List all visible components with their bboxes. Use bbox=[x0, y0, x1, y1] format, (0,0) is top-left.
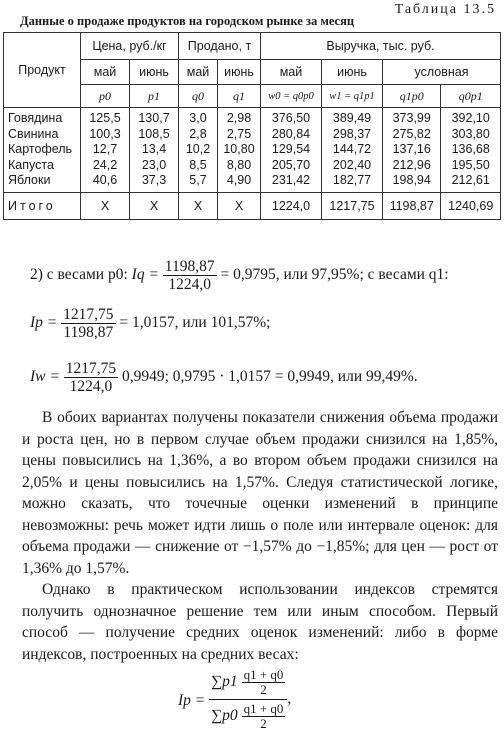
cell-q1p0: 137,16 bbox=[383, 142, 441, 158]
cell-q1: 4,90 bbox=[218, 173, 261, 192]
product-name: Говядина bbox=[4, 108, 81, 127]
product-name: Картофель bbox=[4, 142, 81, 158]
cell-w0: 376,50 bbox=[261, 108, 322, 127]
price-june-header: июнь bbox=[130, 60, 179, 85]
product-name: Капуста bbox=[4, 158, 81, 174]
total-q0p1: 1240,69 bbox=[441, 192, 501, 219]
sym-q1p0: q1p0 bbox=[383, 85, 441, 108]
formula-iw-denominator: 1224,0 bbox=[64, 377, 118, 395]
product-name: Яблоки bbox=[4, 173, 81, 192]
formula-iq-prefix: 2) с весами p0: bbox=[30, 266, 132, 284]
cell-w0: 129,54 bbox=[261, 142, 322, 158]
table-body bbox=[4, 108, 501, 193]
table-row bbox=[4, 142, 501, 158]
table-row bbox=[4, 173, 501, 192]
cell-p0: 12,7 bbox=[81, 142, 130, 158]
product-name: Свинина bbox=[4, 127, 81, 143]
cell-q1p0: 373,99 bbox=[383, 108, 441, 127]
group-sold-header: Продано, т bbox=[179, 33, 261, 60]
cell-p1: 108,5 bbox=[130, 127, 179, 143]
paragraph-2: Однако в практическом использовании индексов стремятся получить однозначное решение тем или иным способом. Первый способ — получение средних оценок изменений: либо в форме индексов, построенных на средних весах: bbox=[22, 581, 498, 663]
total-q1: X bbox=[218, 192, 261, 219]
cell-q0p1: 392,10 bbox=[441, 108, 501, 127]
table-row bbox=[4, 127, 501, 143]
total-w0: 1224,0 bbox=[261, 192, 322, 219]
formula-ip bbox=[30, 306, 270, 341]
final-den-inner-bottom: 2 bbox=[242, 716, 286, 731]
table-label: Таблица 13.5 bbox=[394, 2, 496, 17]
formula-iq-numerator: 1198,87 bbox=[164, 258, 215, 275]
sym-p0: p0 bbox=[81, 85, 130, 108]
cell-q1: 2,98 bbox=[218, 108, 261, 127]
cell-w1: 298,37 bbox=[322, 127, 383, 143]
formula-iq-lhs: Iq = bbox=[131, 266, 159, 284]
cell-q0p1: 212,61 bbox=[441, 173, 501, 192]
cell-q0: 5,7 bbox=[179, 173, 218, 192]
formula-ip-mean-weights bbox=[178, 668, 291, 731]
cell-w0: 231,42 bbox=[261, 173, 322, 192]
final-num-inner-bottom: 2 bbox=[242, 682, 286, 697]
cell-p1: 130,7 bbox=[130, 108, 179, 127]
total-label: Итого bbox=[4, 192, 81, 219]
cell-q0: 3,0 bbox=[179, 108, 218, 127]
formula-ip-fraction bbox=[61, 306, 115, 341]
sym-w1: w1 = q1p1 bbox=[322, 85, 383, 108]
total-p0: X bbox=[81, 192, 130, 219]
formula-iq-fraction bbox=[163, 258, 217, 293]
cell-q1p0: 212,96 bbox=[383, 158, 441, 174]
final-num-inner-fraction bbox=[242, 668, 286, 697]
cell-p1: 37,3 bbox=[130, 173, 179, 192]
final-formula-fraction bbox=[209, 668, 287, 731]
cell-p1: 13,4 bbox=[130, 142, 179, 158]
table-title: Данные о продаже продуктов на городском рынке за месяц bbox=[20, 14, 355, 28]
cell-p0: 40,6 bbox=[81, 173, 130, 192]
sym-q0p1: q0p1 bbox=[441, 85, 501, 108]
price-may-header: май bbox=[81, 60, 130, 85]
total-p1: X bbox=[130, 192, 179, 219]
formula-iw-fraction bbox=[64, 360, 118, 395]
table-total-row bbox=[4, 192, 501, 219]
sym-q1: q1 bbox=[218, 85, 261, 108]
group-revenue-header: Выручка, тыс. руб. bbox=[261, 33, 501, 60]
cell-q1: 8,80 bbox=[218, 158, 261, 174]
cell-q1: 10,80 bbox=[218, 142, 261, 158]
cell-q1p0: 275,82 bbox=[383, 127, 441, 143]
cell-w1: 182,77 bbox=[322, 173, 383, 192]
cell-q0: 10,2 bbox=[179, 142, 218, 158]
group-price-header: Цена, руб./кг bbox=[81, 33, 179, 60]
sym-p1: p1 bbox=[130, 85, 179, 108]
cell-w1: 144,72 bbox=[322, 142, 383, 158]
cell-q0p1: 303,80 bbox=[441, 127, 501, 143]
final-den-inner-top: q1 + q0 bbox=[243, 701, 284, 716]
cell-p0: 100,3 bbox=[81, 127, 130, 143]
total-q1p0: 1198,87 bbox=[383, 192, 441, 219]
col-product-header: Продукт bbox=[4, 33, 81, 108]
cell-q0p1: 136,68 bbox=[441, 142, 501, 158]
formula-ip-lhs: Ip = bbox=[30, 314, 58, 332]
cell-p0: 24,2 bbox=[81, 158, 130, 174]
table-row bbox=[4, 108, 501, 127]
final-formula-lhs: Ip = bbox=[178, 692, 206, 710]
formula-iw-numerator: 1217,75 bbox=[65, 360, 117, 377]
cell-p0: 125,5 bbox=[81, 108, 130, 127]
table-row bbox=[4, 158, 501, 174]
cell-w0: 280,84 bbox=[261, 127, 322, 143]
formula-iw bbox=[30, 360, 418, 395]
formula-ip-numerator: 1217,75 bbox=[63, 306, 114, 323]
cell-q0p1: 195,50 bbox=[441, 158, 501, 174]
formula-iq bbox=[30, 258, 449, 293]
final-formula-tail: , bbox=[287, 690, 292, 708]
total-w1: 1217,75 bbox=[322, 192, 383, 219]
cell-q1p0: 198,94 bbox=[383, 173, 441, 192]
cell-q0: 2,8 bbox=[179, 127, 218, 143]
revenue-may-header: май bbox=[261, 60, 322, 85]
cell-w1: 389,49 bbox=[322, 108, 383, 127]
final-formula-denominator bbox=[209, 699, 287, 731]
revenue-june-header: июнь bbox=[322, 60, 383, 85]
formula-iq-denominator: 1224,0 bbox=[163, 275, 217, 293]
cell-w0: 205,70 bbox=[261, 158, 322, 174]
final-num-sum: ∑p1 bbox=[211, 673, 238, 691]
cell-q0: 8,5 bbox=[179, 158, 218, 174]
cell-p1: 23,0 bbox=[130, 158, 179, 174]
final-den-sum: ∑p0 bbox=[211, 707, 238, 725]
paragraph-1: В обоих вариантах получены показатели снижения объема продажи и роста цен, но в первом случае объем продажи снизился на 1,85%, цены повысились на 1,36%, а во втором объем продажи снизился на 2,05% и цены повысились на 1,57%. Следуя статистической логике, можно сказать, что точечные оценки изменений в принципе невозможны: речь может идти лишь о поле или интервале оценок: для объема продажи — снижение от −1,57% до −1,85%; для цен — рост от 1,36% до 1,57%. bbox=[22, 409, 498, 577]
cell-w1: 202,40 bbox=[322, 158, 383, 174]
total-q0: X bbox=[179, 192, 218, 219]
sold-june-header: июнь bbox=[218, 60, 261, 85]
cell-q1: 2,75 bbox=[218, 127, 261, 143]
final-num-inner-top: q1 + q0 bbox=[243, 667, 284, 682]
sold-may-header: май bbox=[179, 60, 218, 85]
sym-w0: w0 = q0p0 bbox=[261, 85, 322, 108]
final-den-inner-fraction bbox=[242, 702, 286, 731]
sales-table bbox=[3, 32, 501, 220]
formula-iq-rest: = 0,9795, или 97,95%; с весами q1: bbox=[216, 266, 449, 284]
formula-iw-lhs: Iw = bbox=[30, 368, 60, 386]
formula-iw-rest: 0,9949; 0,9795 · 1,0157 = 0,9949, или 99,49%. bbox=[118, 368, 418, 386]
final-formula-numerator bbox=[209, 668, 287, 699]
revenue-conditional-header: условная bbox=[383, 60, 501, 85]
sym-q0: q0 bbox=[179, 85, 218, 108]
formula-ip-rest: = 1,0157, или 101,57%; bbox=[115, 314, 271, 332]
formula-ip-denominator: 1198,87 bbox=[61, 323, 115, 341]
